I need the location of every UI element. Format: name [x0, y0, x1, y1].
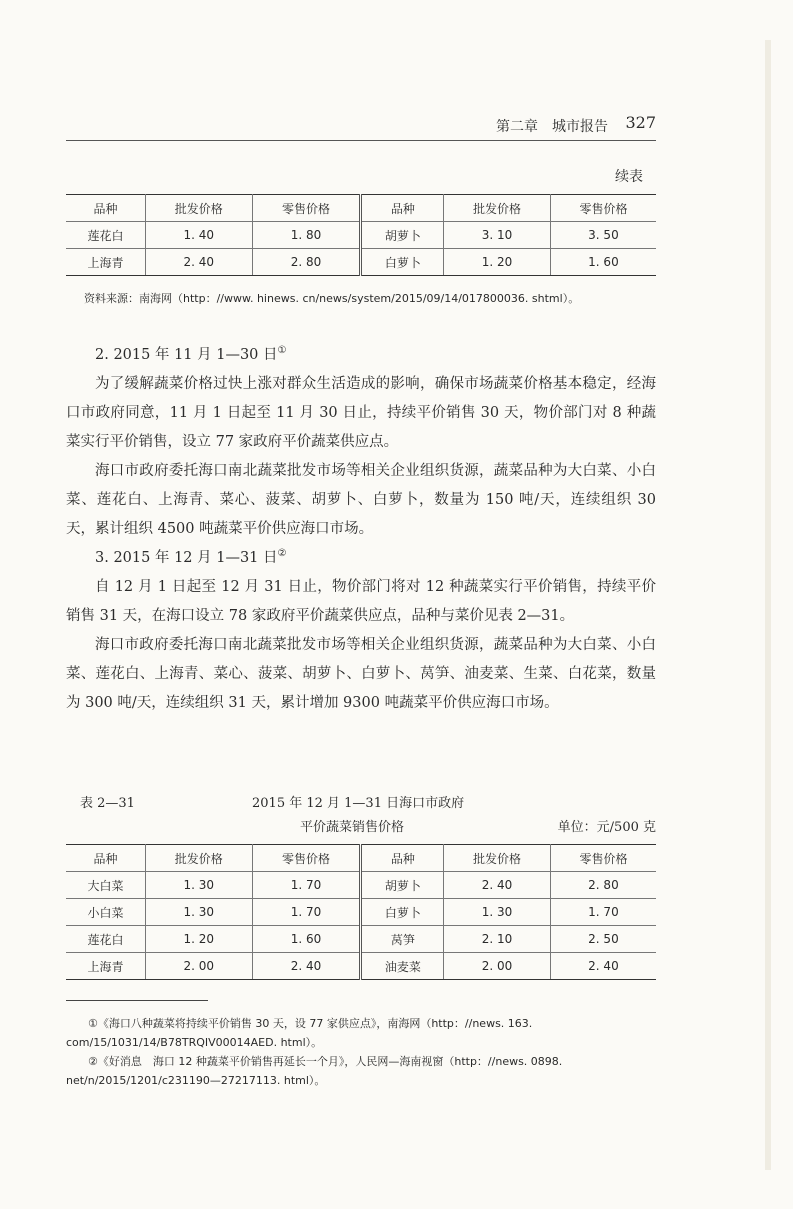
table-cell: 上海青: [66, 249, 145, 276]
table-cell: 2. 40: [550, 953, 656, 980]
section-3: [66, 539, 656, 718]
table-row: [66, 222, 656, 249]
header-cell: 批发价格: [145, 195, 252, 222]
paragraph: 海口市政府委托海口南北蔬菜批发市场等相关企业组织货源，蔬菜品种为大白菜、小白菜、莲花白、上海青、菜心、菠菜、胡萝卜、白萝卜，数量为 150 吨/天，连续组织 30 天，累计组织 4500 吨蔬菜平价供应海口市场。: [66, 462, 656, 537]
table-cell: 上海青: [66, 953, 145, 980]
table-source-note: 资料来源：南海网（http：//www. hinews. cn/news/system/2015/09/14/017800036. shtml）。: [84, 292, 580, 305]
table-cell: 1. 60: [550, 249, 656, 276]
table-cell: 白萝卜: [361, 899, 444, 926]
header-cell: 零售价格: [252, 845, 361, 872]
table-unit: 单位：元/500 克: [557, 820, 656, 835]
header-cell: 品种: [361, 845, 444, 872]
table-cell: 莴笋: [361, 926, 444, 953]
table-cell: 莲花白: [66, 926, 145, 953]
table-cell: 1. 30: [145, 899, 252, 926]
table-cell: 1. 40: [145, 222, 252, 249]
table-cell: 胡萝卜: [361, 872, 444, 899]
section-2: [66, 336, 656, 544]
table-cell: 油麦菜: [361, 953, 444, 980]
table-row: [66, 249, 656, 276]
footnote-ref[interactable]: ①: [277, 345, 287, 356]
table-cell: 2. 40: [252, 953, 361, 980]
table-number: 表 2—31: [80, 796, 135, 811]
table-cell: 2. 00: [145, 953, 252, 980]
table-cell: 1. 70: [252, 899, 361, 926]
header-cell: 批发价格: [444, 195, 551, 222]
chapter-title: 第二章 城市报告: [496, 119, 608, 135]
table-row: [66, 953, 656, 980]
header-cell: 批发价格: [444, 845, 551, 872]
table-cell: 1. 70: [252, 872, 361, 899]
footnote-separator: [66, 1000, 208, 1001]
table-cell: 1. 70: [550, 899, 656, 926]
header-cell: 零售价格: [550, 845, 656, 872]
table-title-line2: 平价蔬菜销售价格: [300, 820, 405, 835]
table-cell: 1. 30: [444, 899, 551, 926]
header-cell: 品种: [66, 195, 145, 222]
table-cell: 胡萝卜: [361, 222, 444, 249]
heading-text: 3. 2015 年 12 月 1—31 日: [95, 549, 278, 566]
table-cell: 2. 50: [550, 926, 656, 953]
table-cell: 2. 10: [444, 926, 551, 953]
table-cell: 2. 80: [252, 249, 361, 276]
table-cell: 3. 10: [444, 222, 551, 249]
table-cell: 2. 40: [444, 872, 551, 899]
table-header-row: [66, 195, 656, 222]
paragraph: 自 12 月 1 日起至 12 月 31 日止，物价部门将对 12 种蔬菜实行平价销售，持续平价销售 31 天，在海口设立 78 家政府平价蔬菜供应点，品种与菜价见表 2—31。: [66, 578, 656, 624]
paragraph: 海口市政府委托海口南北蔬菜批发市场等相关企业组织货源，蔬菜品种为大白菜、小白菜、莲花白、上海青、菜心、菠菜、胡萝卜、白萝卜、莴笋、油麦菜、生菜、白花菜，数量为 300 吨/天，连续组织 31 天，累计增加 9300 吨蔬菜平价供应海口市场。: [66, 636, 656, 711]
page-header: [66, 112, 656, 141]
header-cell: 品种: [66, 845, 145, 872]
header-cell: 品种: [361, 195, 444, 222]
paragraph: 为了缓解蔬菜价格过快上涨对群众生活造成的影响，确保市场蔬菜价格基本稳定，经海口市政府同意，11 月 1 日起至 11 月 30 日止，持续平价销售 30 天，物价部门对 8 种蔬菜实行平价销售，设立 77 家政府平价蔬菜供应点。: [66, 375, 656, 450]
table-cell: 2. 40: [145, 249, 252, 276]
section-heading: [66, 539, 656, 573]
table-cell: 大白菜: [66, 872, 145, 899]
table-row: [66, 872, 656, 899]
table-cell: 小白菜: [66, 899, 145, 926]
table-cell: 2. 80: [550, 872, 656, 899]
table-cell: 1. 20: [145, 926, 252, 953]
footnotes: [66, 1014, 656, 1090]
price-table-2-31: [66, 844, 656, 980]
footnote-2: ②《好消息 海口 12 种蔬菜平价销售再延长一个月》，人民网—海南视窗（http：//news. 0898. net/n/2015/1201/c231190—27217113. html）。: [66, 1055, 563, 1087]
table-cell: 2. 00: [444, 953, 551, 980]
header-cell: 零售价格: [252, 195, 361, 222]
table-cell: 3. 50: [550, 222, 656, 249]
page-edge: [765, 40, 771, 1170]
heading-text: 2. 2015 年 11 月 1—30 日: [95, 346, 278, 363]
table-cell: 1. 30: [145, 872, 252, 899]
continued-label: 续表: [615, 169, 643, 185]
section-heading: [66, 336, 656, 370]
table-title-line1: 2015 年 12 月 1—31 日海口市政府: [252, 796, 465, 811]
table-cell: 莲花白: [66, 222, 145, 249]
table-cell: 白萝卜: [361, 249, 444, 276]
price-table-continued: [66, 194, 656, 276]
table-row: [66, 926, 656, 953]
table-cell: 1. 80: [252, 222, 361, 249]
header-cell: 零售价格: [550, 195, 656, 222]
table-cell: 1. 60: [252, 926, 361, 953]
table-row: [66, 899, 656, 926]
page-number: 327: [625, 113, 656, 132]
table-cell: 1. 20: [444, 249, 551, 276]
table-header-row: [66, 845, 656, 872]
footnote-ref[interactable]: ②: [277, 548, 287, 559]
header-cell: 批发价格: [145, 845, 252, 872]
footnote-1: ①《海口八种蔬菜将持续平价销售 30 天，设 77 家供应点》，南海网（http：//news. 163. com/15/1031/14/B78TRQIV00014AED. html）。: [66, 1017, 533, 1049]
